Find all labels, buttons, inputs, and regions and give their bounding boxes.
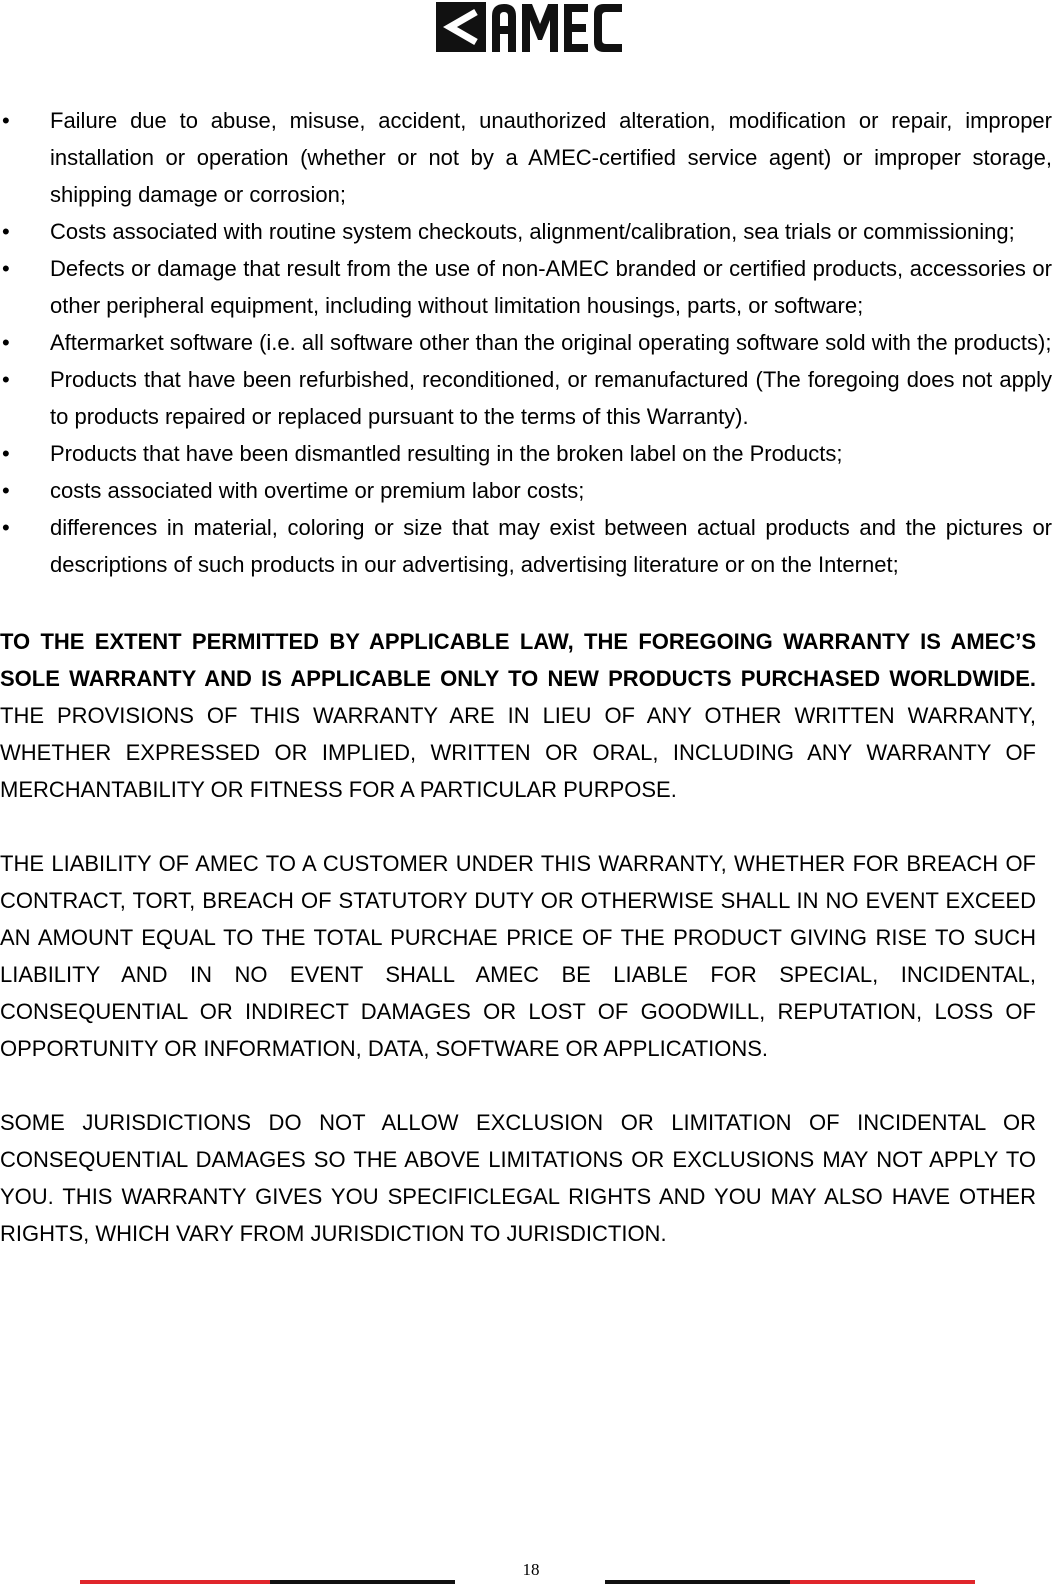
exclusions-list (0, 102, 1062, 583)
list-item (0, 361, 1062, 435)
page-number: 18 (522, 1560, 540, 1579)
bullet-icon: • (2, 478, 10, 503)
bullet-icon: • (2, 219, 10, 244)
list-item (0, 102, 1062, 213)
list-item-text: Products that have been dismantled resulting in the broken label on the Products; (50, 441, 843, 466)
list-item-text: costs associated with overtime or premium labor costs; (50, 478, 585, 503)
amec-chevron-logo-icon (436, 2, 626, 52)
list-item (0, 324, 1062, 361)
footer-bar-black-right (605, 1580, 790, 1584)
bullet-icon: • (2, 330, 10, 355)
list-item (0, 250, 1062, 324)
warranty-paragraph (0, 623, 1062, 808)
page-content (0, 102, 1062, 1252)
list-item-text: Failure due to abuse, misuse, accident, unauthorized alteration, modification or repair, improper installation or operation (whether or not by a AMEC-certified service agent) or improper storage, shipping damage or corrosion; (50, 108, 1052, 207)
list-item-text: Aftermarket software (i.e. all software other than the original operating software sold with the products); (50, 330, 1052, 355)
list-item (0, 472, 1062, 509)
liability-paragraph: THE LIABILITY OF AMEC TO A CUSTOMER UNDER THIS WARRANTY, WHETHER FOR BREACH OF CONTRACT, TORT, BREACH OF STATUTORY DUTY OR OTHERWISE SHALL IN NO EVENT EXCEED AN AMOUNT EQUAL TO THE TOTAL PURCHAE PRICE OF THE PRODUCT GIVING RISE TO SUCH LIABILITY AND IN NO EVENT SHALL AMEC BE LIABLE FOR SPECIAL, INCIDENTAL, CONSEQUENTIAL OR INDIRECT DAMAGES OR LOST OF GOODWILL, REPUTATION, LOSS OF OPPORTUNITY OR INFORMATION, DATA, SOFTWARE OR APPLICATIONS. (0, 851, 1036, 1061)
list-item-text: Products that have been refurbished, reconditioned, or remanufactured (The foregoing does not apply to products repaired or replaced pursuant to the terms of this Warranty). (50, 367, 1052, 429)
list-item-text: Defects or damage that result from the use of non-AMEC branded or certified products, accessories or other peripheral equipment, including without limitation housings, parts, or software; (50, 256, 1052, 318)
amec-logo (436, 2, 626, 52)
list-item (0, 509, 1062, 583)
bullet-icon: • (2, 256, 10, 281)
list-item (0, 435, 1062, 472)
bullet-icon: • (2, 367, 10, 392)
warranty-bold-text: TO THE EXTENT PERMITTED BY APPLICABLE LAW, THE FOREGOING WARRANTY IS AMEC’S SOLE WARRANTY AND IS APPLICABLE ONLY TO NEW PRODUCTS PURCHASED WORLDWIDE. (0, 629, 1036, 691)
bullet-icon: • (2, 108, 10, 133)
footer-bar-red-right (790, 1580, 975, 1584)
bullet-icon: • (2, 515, 10, 540)
warranty-regular-text: THE PROVISIONS OF THIS WARRANTY ARE IN LIEU OF ANY OTHER WRITTEN WARRANTY, WHETHER EXPRESSED OR IMPLIED, WRITTEN OR ORAL, INCLUDING ANY WARRANTY OF MERCHANTABILITY OR FITNESS FOR A PARTICULAR PURPOSE. (0, 703, 1036, 802)
list-item-text: Costs associated with routine system checkouts, alignment/calibration, sea trials or commissioning; (50, 219, 1015, 244)
bullet-icon: • (2, 441, 10, 466)
footer-bar-black-left (270, 1580, 455, 1584)
list-item (0, 213, 1062, 250)
footer-bar-red-left (80, 1580, 270, 1584)
jurisdiction-paragraph: SOME JURISDICTIONS DO NOT ALLOW EXCLUSION OR LIMITATION OF INCIDENTAL OR CONSEQUENTIAL DAMAGES SO THE ABOVE LIMITATIONS OR EXCLUSIONS MAY NOT APPLY TO YOU. THIS WARRANTY GIVES YOU SPECIFICLEGAL RIGHTS AND YOU MAY ALSO HAVE OTHER RIGHTS, WHICH VARY FROM JURISDICTION TO JURISDICTION. (0, 1110, 1036, 1246)
list-item-text: differences in material, coloring or size that may exist between actual products and the pictures or descriptions of such products in our advertising, advertising literature or on the Internet; (50, 515, 1052, 577)
